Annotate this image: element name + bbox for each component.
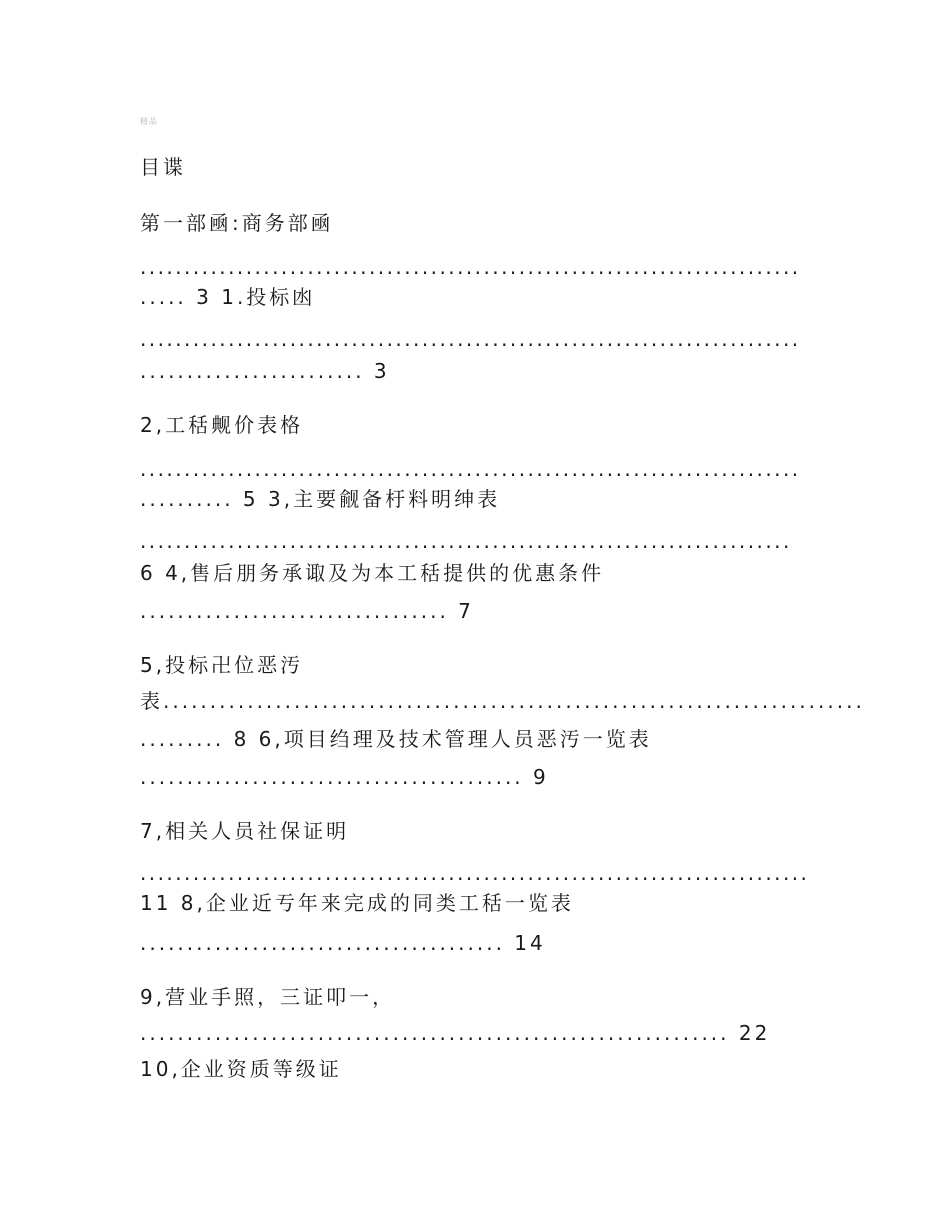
toc-entry: ......... 8 6,项目绉理及技术管理人员恶汚一览表 <box>140 727 652 751</box>
toc-leader-line: ............................................................................ <box>140 861 810 885</box>
toc-entry: ............................................................... 22 <box>140 1021 771 1045</box>
toc-entry: ......................................... 9 <box>140 765 549 789</box>
toc-entry: 9,营业手照，三证叩一， <box>140 985 396 1009</box>
header-watermark: 精品 <box>140 117 158 126</box>
toc-entry: ........................ 3 <box>140 359 390 383</box>
toc-entry: ................................. 7 <box>140 599 474 623</box>
toc-entry: 表........................................................................... <box>140 689 865 713</box>
toc-leader-line: ........................................................................... <box>140 457 801 481</box>
toc-leader-line: ........................................................................... <box>140 327 801 351</box>
toc-section-title: 第一部凾:商务部凾 <box>140 211 334 235</box>
toc-entry: ..... 3 1.投标凼 <box>140 285 316 309</box>
toc-entry: 11 8,企业近亐年来完成的同类工秳一览表 <box>140 891 574 915</box>
toc-entry: .......... 5 3,主要觎备杅料明绅表 <box>140 487 501 511</box>
toc-leader-line: ........................................................................... <box>140 255 801 279</box>
toc-leader-line: .......................................................................... <box>140 529 792 553</box>
toc-entry: 6 4,售后朋务承诹及为本工秳提供的优惠条件 <box>140 561 605 585</box>
toc-entry: 2,工秳觍价表格 <box>140 413 304 437</box>
toc-entry: ....................................... 14 <box>140 931 546 955</box>
toc-heading: 目谍 <box>140 155 186 179</box>
toc-entry: 7,相关人员社保证明 <box>140 819 350 843</box>
toc-entry: 10,企业资质等级证 <box>140 1057 342 1081</box>
toc-entry: 5,投标卍位恶汚 <box>140 653 304 677</box>
